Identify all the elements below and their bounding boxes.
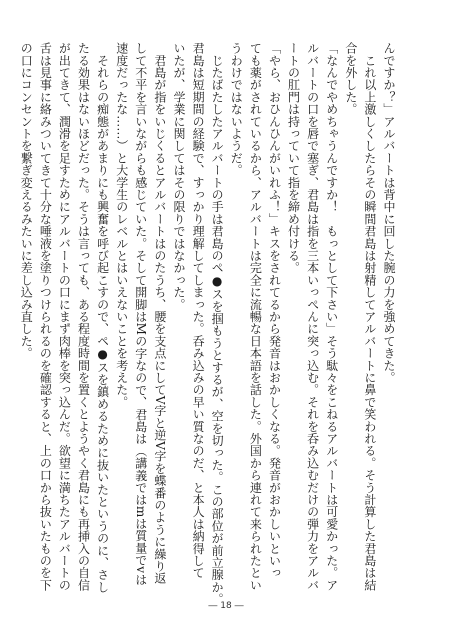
text-line: 君島が指をいじくるとアルバートはのたうち、腰を支点にしてV字と逆V字を蝶番のように繰り返: [152, 42, 167, 585]
text-line: 君島は短期間の経験で、すっかり理解してしまった。呑み込みの早い質なのだ、と本人は納得して: [191, 42, 206, 579]
text-line: んですか？」アルバートは背中に回した腕の力を強めてきた。: [382, 42, 396, 384]
text-line: たる効果はないほどだった。そうは言っても、ある程度時間を置くとようやく君島にも再挿入の自信: [76, 42, 91, 591]
text-line: ートの肛門は持っていて指を締め付ける。: [286, 42, 301, 274]
text-line: の口にコンセントを繋ぎ変えるみたいに差し込み直した。: [19, 42, 34, 360]
text-line: いたが、学業に関してはその限りではなかった。: [171, 42, 186, 311]
text-line: 「なんでやめちゃうんですか！ もっとして下さい」そう駄々をこねるアルバートは可愛かった。ア: [324, 42, 339, 591]
text-line: ても薬がされているから、アルバートは完全に流暢な日本語を話した。外国から連れて来られたとい: [248, 42, 263, 591]
text-line: それらの痴態があまりにも興奮を呼び起こすので、ペ●スを鎮めるために抜いたというのに、さし: [95, 42, 110, 593]
text-line: 合を外した。: [343, 42, 358, 116]
text-line: が出てきて、潤滑を足すためにアルバートの口にまず肉棒を突っ込んだ。欲望に満ちたアルバートの: [57, 42, 72, 591]
text-line: 「やら、おひんひんがいれふ！」キスをされてるから発音はおかしくなる。発音がおかしいといっ: [267, 42, 282, 579]
page-number: ― 18 ―: [208, 601, 244, 611]
text-line: 速度だったな……）と大学生のレベルとはいえないことを考えた。: [114, 42, 129, 408]
text-line: 舌は見事に絡みついてきて十分な唾液を塗りつけられるのを確認すると、上の口から抜いたものを下: [38, 42, 53, 591]
text-line: うわけではないようだ。: [229, 42, 244, 177]
text-line: ルバートの口を唇で塞ぎ、君島は指を三本いっぺんに突っ込む。それを呑み込むだけの弾力をアルバ: [305, 42, 320, 591]
text-line: して不平を言いながらも感じていた。そして開脚はMの字なので、君島は（講義ではmは質量でvは: [133, 42, 148, 586]
text-line: これ以上激しくしたらその瞬間君島は射精してアルバートに鼻で笑われる。そう計算した君島は結: [362, 42, 377, 591]
text-line: じたばたしたアルバートの手は君島のペ●スを掴もうとするが、空を切った。この部位が前立腺か。: [210, 42, 225, 606]
